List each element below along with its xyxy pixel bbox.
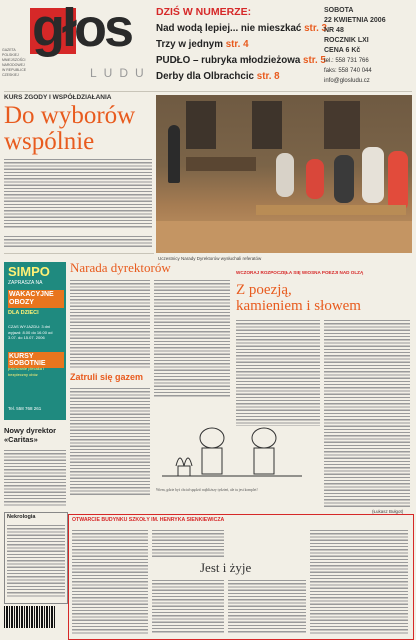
obituary-title: Nekrologia: [7, 514, 36, 520]
promo-camps: WAKACYJNE OBOZY: [8, 290, 64, 308]
poezja-body-col2: [324, 318, 410, 508]
promo-contact: Tel. 558 768 261: [8, 406, 42, 411]
photo-window: [324, 101, 360, 149]
lead-photo-caption: Uczestnicy Narady Dyrektorów wysłuchali referatów: [158, 256, 262, 261]
poezja-byline: (Łukasz Bułgot): [372, 509, 404, 514]
school-kicker: OTWARCIE BUDYNKU SZKOŁY IM. HENRYKA SIENKIEWICZA: [72, 517, 225, 523]
inside-item[interactable]: Trzy w jednym str. 4: [156, 39, 249, 50]
inside-item[interactable]: Derby dla Olbrachcic str. 8: [156, 71, 280, 82]
logo-text: głos: [32, 0, 132, 58]
photo-speaker: [168, 125, 180, 183]
narada-body-col2: [154, 278, 230, 398]
poezja-body-col1: [236, 318, 320, 426]
promo-subtitle: ZAPRASZA NA: [8, 280, 43, 286]
section-divider: [4, 253, 154, 254]
issue-price: CENA 6 Kč: [324, 47, 361, 54]
logo-subtitle: LUDU: [90, 66, 151, 80]
photo-window: [252, 101, 282, 149]
barcode: [4, 606, 56, 628]
school-body-col2: [152, 528, 224, 558]
cartoon-caption: Wiem, gdzie byś chciał spędzić najbliższy tydzień, ale tu jest komplet!: [156, 488, 258, 492]
promo-saturdays-sub: pakowanie plecaka i bezpieczny obóz: [8, 366, 45, 377]
issue-email: info@glosludu.cz: [324, 78, 370, 84]
photo-audience: [306, 159, 324, 199]
logo: [30, 0, 152, 84]
zatrute-headline: Zatruli się gazem: [70, 372, 144, 382]
promo-box[interactable]: [4, 262, 66, 420]
school-headline: Jest i żyje: [200, 560, 252, 575]
issue-tel: tel.: 558 731 766: [324, 58, 369, 64]
lead-body-text: [4, 157, 152, 229]
zatrute-body-text: [70, 386, 150, 496]
poezja-headline: [236, 282, 410, 314]
photo-table: [186, 157, 256, 171]
issue-day: SOBOTA: [324, 7, 354, 14]
issue-volume: ROCZNIK LXI: [324, 37, 369, 44]
school-body-col2b: [152, 578, 224, 634]
lead-body-footer: [4, 234, 152, 248]
photo-audience: [362, 147, 384, 203]
masthead-side-note: GAZETA POLSKIEJ MNIEJSZOŚCI NARODOWEJ W REPUBLICE CZESKIEJ: [2, 48, 27, 77]
school-body-col4: [310, 528, 408, 634]
promo-brand: SIMPO: [8, 264, 50, 279]
masthead-divider: [4, 91, 412, 92]
lead-headline-line1: Do wyborów: [4, 102, 136, 129]
issue-info: [324, 6, 414, 86]
narada-headline: Narada dyrektorów: [70, 260, 171, 275]
obituary-box: [4, 512, 68, 604]
inside-item[interactable]: PUDŁO – rubryka młodzieżowa str. 5: [156, 55, 326, 66]
narada-body-col1: [70, 278, 150, 368]
lead-photo: [156, 95, 412, 253]
issue-date: 22 KWIETNIA 2006: [324, 17, 386, 24]
photo-floor: [156, 221, 412, 253]
promo-saturdays: KURSY SOBOTNIE: [8, 352, 64, 368]
photo-chairs: [256, 205, 406, 215]
school-body-col1: [72, 528, 148, 634]
photo-audience: [276, 153, 294, 197]
poezja-headline-line1: Z poezją,: [236, 282, 292, 298]
lead-kicker: KURS ZGODY I WSPÓŁDZIAŁANIA: [4, 94, 112, 101]
school-body-col3: [228, 578, 306, 634]
promo-dates: CZAS WYJAZDU: 3 dni wyjazd: 8.00 do 16.00 od 3.07. do 15.07. 2006: [8, 324, 53, 340]
promo-camps-sub: DLA DZIECI: [8, 310, 39, 316]
masthead: [0, 0, 416, 90]
poezja-headline-line2: kamieniem i słowem: [236, 298, 361, 314]
inside-title: DZIŚ W NUMERZE:: [156, 6, 252, 18]
lead-headline: [4, 103, 154, 155]
lead-headline-line2: wspólnie: [4, 128, 95, 155]
issue-number: NR 48: [324, 27, 344, 34]
photo-audience: [388, 151, 408, 211]
caritas-title: Nowy dyrektor «Caritas»: [4, 426, 57, 444]
poezja-kicker: WCZORAJ ROZPOCZĘŁA SIĘ WIOSNA POEZJI NAD OLZĄ: [236, 270, 364, 275]
inside-box: [156, 6, 327, 88]
inside-item[interactable]: Nad wodą lepiej... nie mieszkać str. 3: [156, 23, 327, 34]
issue-fax: faks: 558 740 044: [324, 68, 372, 74]
obituary-text: [7, 523, 65, 597]
photo-audience: [334, 155, 354, 203]
photo-window: [186, 101, 216, 149]
caritas-body-text: [4, 448, 66, 506]
